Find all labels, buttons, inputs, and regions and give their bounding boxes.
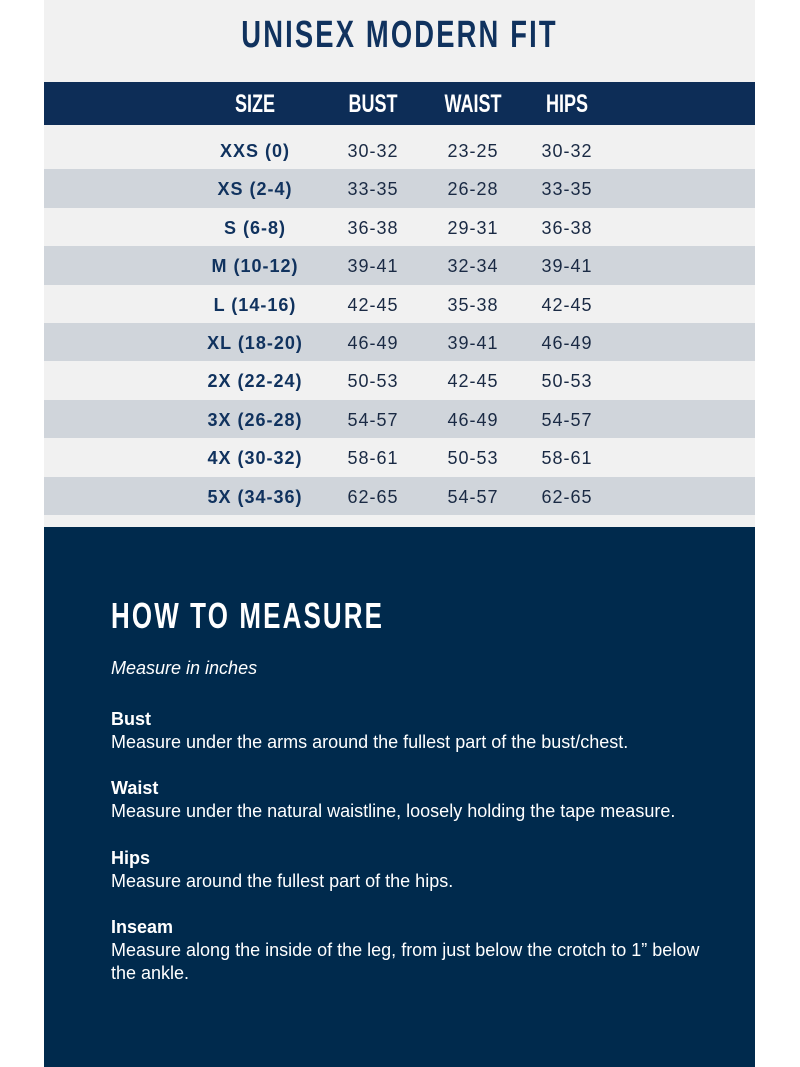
measure-item-hips bbox=[111, 847, 721, 893]
cell-waist: 26-28 bbox=[447, 179, 499, 200]
size-table-section bbox=[44, 0, 755, 527]
table-row bbox=[44, 323, 755, 361]
cell-waist: 32-34 bbox=[447, 256, 499, 277]
header-bust: BUST bbox=[348, 90, 398, 118]
item-text: Measure under the arms around the fullest part of the bust/chest. bbox=[111, 732, 629, 752]
cell-size: 4X (30-32) bbox=[207, 448, 303, 469]
cell-bust: 39-41 bbox=[347, 256, 399, 277]
item-label: Inseam bbox=[111, 917, 174, 937]
header-size: SIZE bbox=[234, 90, 276, 118]
cell-hips: 33-35 bbox=[541, 179, 593, 200]
cell-size: XXS (0) bbox=[219, 141, 291, 161]
cell-waist: 46-49 bbox=[447, 409, 499, 430]
cell-bust: 54-57 bbox=[347, 409, 399, 430]
table-row bbox=[44, 361, 755, 399]
cell-bust: 62-65 bbox=[347, 486, 399, 507]
cell-bust: 42-45 bbox=[347, 294, 399, 315]
cell-hips: 36-38 bbox=[541, 217, 593, 238]
cell-size: L (14-16) bbox=[213, 294, 297, 315]
item-text: Measure along the inside of the leg, from just below the crotch to 1” below the ankle. bbox=[111, 940, 700, 983]
item-label: Bust bbox=[111, 709, 151, 729]
cell-hips: 39-41 bbox=[541, 256, 593, 277]
cell-bust: 50-53 bbox=[347, 371, 399, 392]
cell-size: M (10-12) bbox=[211, 256, 299, 277]
table-row bbox=[44, 438, 755, 476]
size-chart bbox=[44, 0, 755, 1067]
cell-waist: 23-25 bbox=[447, 141, 499, 161]
item-label: Waist bbox=[111, 778, 159, 798]
cell-size: 5X (34-36) bbox=[207, 486, 303, 507]
cell-hips: 50-53 bbox=[541, 371, 593, 392]
cell-hips: 58-61 bbox=[541, 448, 593, 469]
table-row bbox=[44, 400, 755, 438]
item-text: Measure under the natural waistline, loosely holding the tape measure. bbox=[111, 801, 676, 821]
table-row bbox=[44, 285, 755, 323]
table-row bbox=[44, 246, 755, 284]
cell-waist: 50-53 bbox=[447, 448, 499, 469]
measure-item-bust bbox=[111, 708, 721, 754]
cell-hips: 42-45 bbox=[541, 294, 593, 315]
cell-waist: 29-31 bbox=[447, 217, 499, 238]
cell-waist: 54-57 bbox=[447, 486, 499, 507]
table-row bbox=[44, 208, 755, 246]
cell-waist: 39-41 bbox=[447, 333, 499, 353]
cell-bust: 30-32 bbox=[347, 141, 399, 161]
section-title: HOW TO MEASURE bbox=[111, 595, 385, 636]
cell-size: XS (2-4) bbox=[217, 179, 293, 200]
cell-bust: 46-49 bbox=[347, 333, 399, 353]
item-text: Measure around the fullest part of the hips. bbox=[111, 871, 454, 891]
cell-bust: 58-61 bbox=[347, 448, 399, 469]
cell-hips: 46-49 bbox=[541, 333, 593, 353]
measure-item-waist bbox=[111, 777, 721, 823]
table-row bbox=[44, 477, 755, 515]
cell-waist: 35-38 bbox=[447, 294, 499, 315]
table-row bbox=[44, 169, 755, 207]
cell-size: S (6-8) bbox=[223, 217, 286, 238]
header-hips: HIPS bbox=[545, 90, 589, 118]
cell-waist: 42-45 bbox=[447, 371, 499, 392]
table-header bbox=[44, 82, 755, 125]
cell-hips: 54-57 bbox=[541, 409, 593, 430]
measure-item-inseam bbox=[111, 916, 701, 985]
how-to-measure-section bbox=[44, 527, 755, 1067]
cell-size: XL (18-20) bbox=[207, 333, 303, 353]
header-waist: WAIST bbox=[444, 90, 502, 118]
cell-bust: 33-35 bbox=[347, 179, 399, 200]
item-label: Hips bbox=[111, 848, 151, 868]
cell-size: 3X (26-28) bbox=[207, 409, 303, 430]
section-subtitle: Measure in inches bbox=[111, 658, 258, 678]
cell-hips: 62-65 bbox=[541, 486, 593, 507]
table-row bbox=[44, 131, 755, 169]
cell-bust: 36-38 bbox=[347, 217, 399, 238]
cell-hips: 30-32 bbox=[541, 141, 593, 161]
cell-size: 2X (22-24) bbox=[207, 371, 303, 392]
chart-title: UNISEX MODERN FIT bbox=[241, 14, 558, 56]
